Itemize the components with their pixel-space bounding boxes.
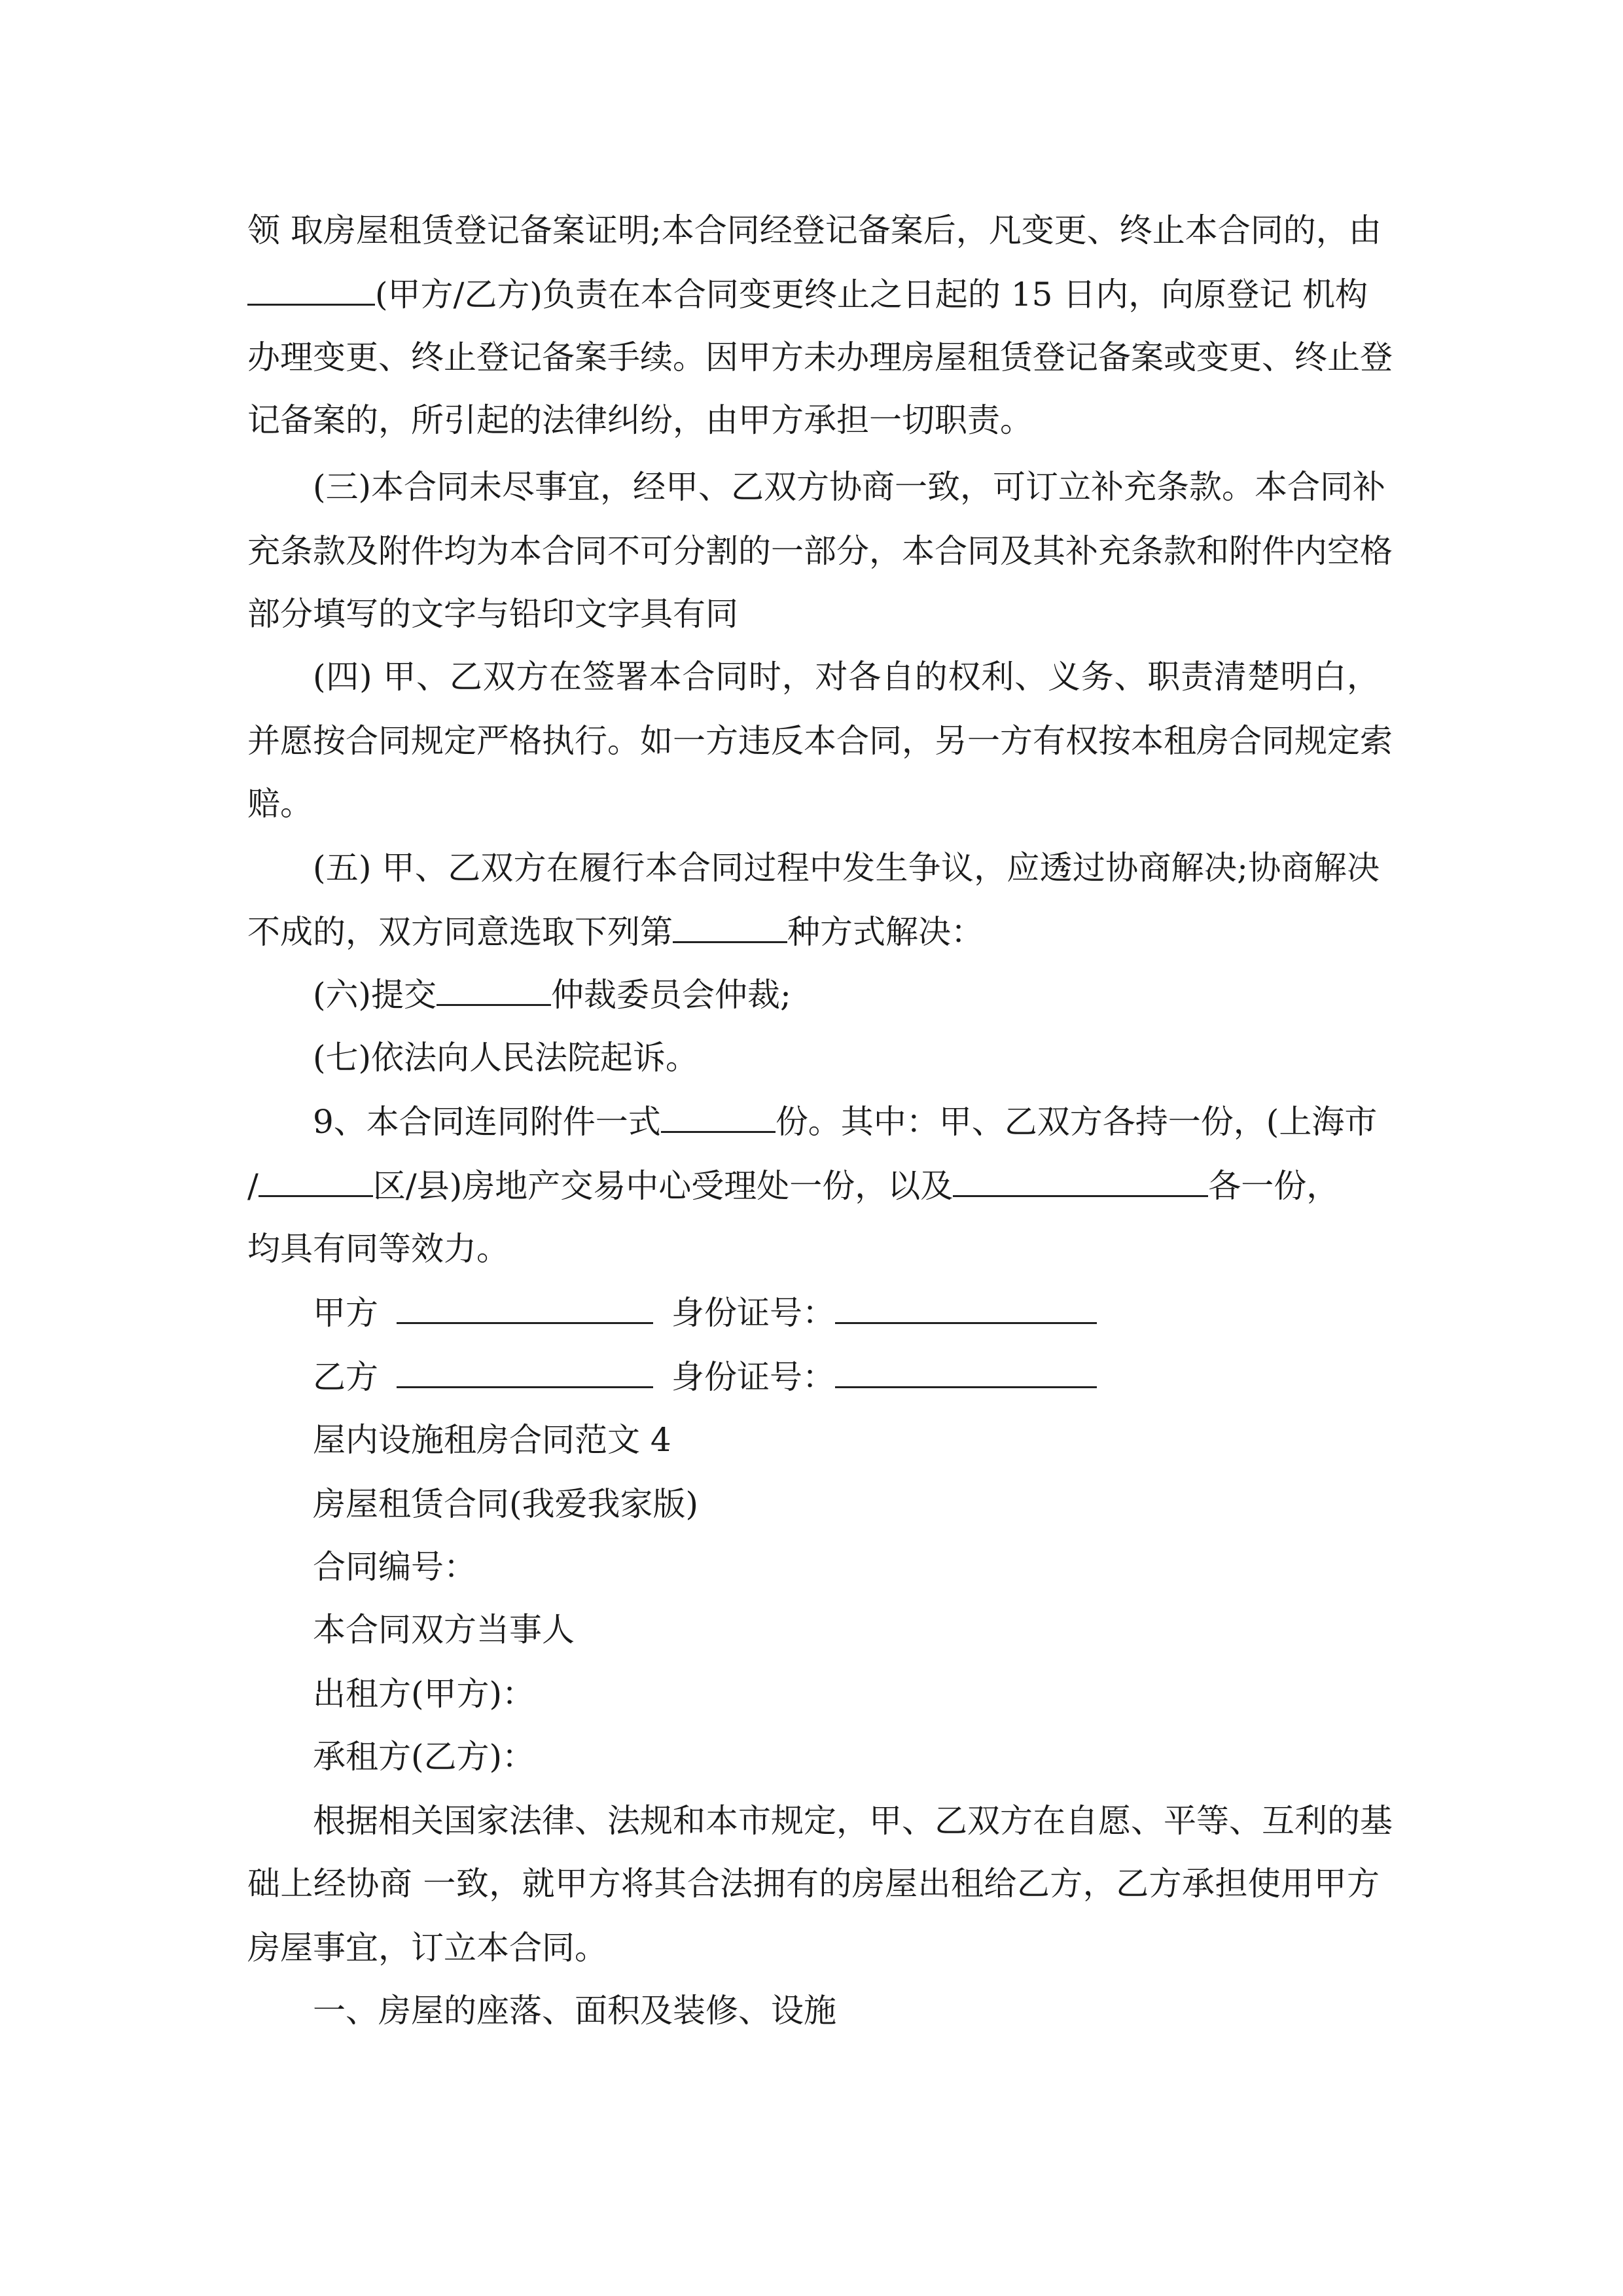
clause-4-line: (四) 甲、乙双方在签署本合同时，对各自的权利、义务、职责清楚明白，	[313, 658, 1380, 696]
intro-line: 础上经协商 一致，就甲方将其合法拥有的房屋出租给乙方，乙方承担使用甲方	[247, 1865, 1380, 1903]
clause-5-line: 不成的，双方同意选取下列第 种方式解决：	[247, 913, 984, 951]
fill-blank	[247, 275, 375, 306]
paragraph-line: (甲方/乙方)负责在本合同变更终止之日起的 15 日内，向原登记 机构	[247, 274, 1380, 315]
paragraph-line: 记备案的，所引起的法律纠纷，由甲方承担一切职责。	[247, 401, 1033, 439]
clause-3-line: (三)本合同未尽事宜，经甲、乙双方协商一致，可订立补充条款。本合同补	[313, 468, 1386, 506]
fill-blank	[953, 1166, 1208, 1197]
id-number-blank	[835, 1293, 1097, 1324]
section-title: 屋内设施租房合同范文 4	[313, 1421, 671, 1459]
signature-line-party-b: 乙方 身份证号：	[313, 1356, 1380, 1398]
signature-blank	[397, 1357, 653, 1388]
paragraph-line: 办理变更、终止登记备案手续。因甲方未办理房屋租赁登记备案或变更、终止登	[247, 338, 1393, 376]
section-heading-1: 一、房屋的座落、面积及装修、设施	[313, 1992, 836, 2030]
clause-4-line: 赔。	[247, 785, 313, 823]
clause-4-line: 并愿按合同规定严格执行。如一方违反本合同，另一方有权按本租房合同规定索	[247, 722, 1393, 760]
clause-9-line: 9、本合同连同附件一式 份。其中：甲、乙双方各持一份，(上海市	[313, 1103, 1378, 1141]
contract-title: 房屋租赁合同(我爱我家版)	[313, 1485, 699, 1523]
clause-3-line: 部分填写的文字与铅印文字具有同	[247, 595, 738, 633]
signature-line-party-a: 甲方 身份证号：	[313, 1292, 1380, 1334]
lessee-label: 承租方(乙方)：	[313, 1738, 535, 1776]
signature-blank	[397, 1293, 653, 1324]
id-number-blank	[835, 1357, 1097, 1388]
fill-blank	[259, 1166, 373, 1197]
lessor-label: 出租方(甲方)：	[313, 1675, 535, 1713]
clause-3-line: 充条款及附件均为本合同不可分割的一部分，本合同及其补充条款和附件内空格	[247, 532, 1393, 570]
clause-9-line: 均具有同等效力。	[247, 1230, 509, 1268]
fill-blank	[661, 1102, 776, 1133]
intro-line: 房屋事宜，订立本合同。	[247, 1929, 607, 1967]
fill-blank	[673, 912, 787, 943]
paragraph-line: 领 取房屋租赁登记备案证明;本合同经登记备案后，凡变更、终止本合同的，由	[247, 211, 1382, 249]
clause-5-line: (五) 甲、乙双方在履行本合同过程中发生争议，应透过协商解决;协商解决	[313, 849, 1380, 887]
clause-6: (六)提交 仲裁委员会仲裁;	[313, 976, 791, 1014]
intro-line: 根据相关国家法律、法规和本市规定，甲、乙双方在自愿、平等、互利的基	[313, 1802, 1393, 1840]
contract-number-label: 合同编号：	[313, 1548, 476, 1586]
parties-heading: 本合同双方当事人	[313, 1611, 575, 1649]
clause-7: (七)依法向人民法院起诉。	[313, 1039, 699, 1077]
clause-9-line: / 区/县)房地产交易中心受理处一份，以及 各一份，	[247, 1167, 1340, 1205]
fill-blank	[437, 975, 551, 1006]
